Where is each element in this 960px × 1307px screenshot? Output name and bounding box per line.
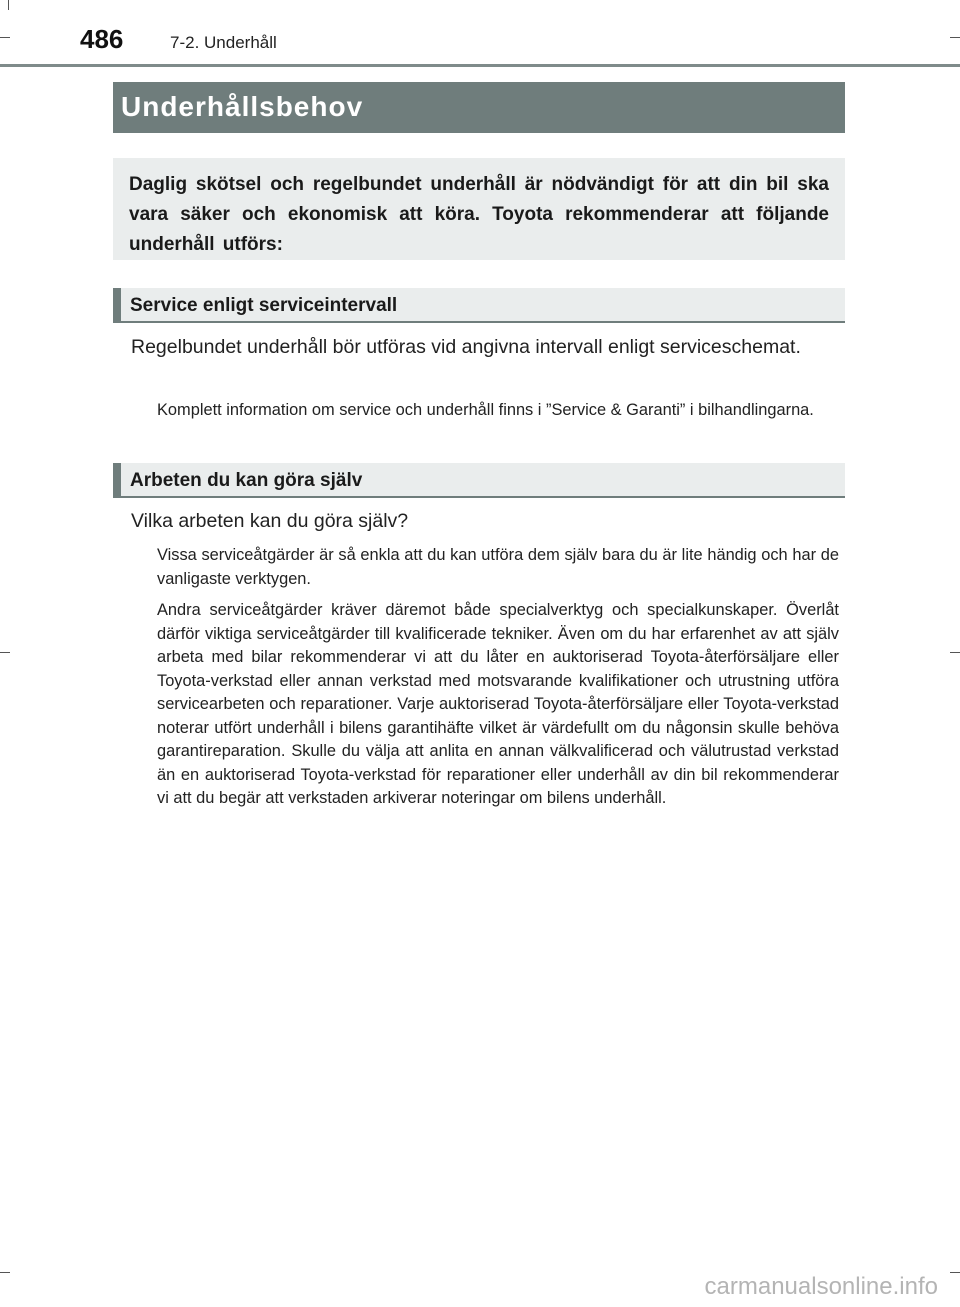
chapter-heading: 7-2. Underhåll — [170, 33, 277, 52]
paragraph: Vissa serviceåtgärder är så enkla att du kan utföra dem själv bara du är lite händig och har de vanligaste verktygen. — [157, 546, 839, 588]
header-rule — [0, 64, 960, 67]
page-number: 486 — [80, 24, 124, 54]
section-lead: Vilka arbeten kan du göra själv? — [131, 510, 409, 532]
crop-mark — [0, 652, 10, 653]
crop-mark — [950, 1272, 960, 1273]
crop-mark — [950, 652, 960, 653]
page-title: Underhållsbehov — [113, 82, 845, 133]
intro-text: Daglig skötsel och regelbundet underhåll är nödvändigt för att din bil ska vara säker och ekonomisk att köra. Toyota rekommenderar att följande underhåll utförs: — [129, 174, 829, 255]
crop-mark — [950, 37, 960, 38]
paragraph: Komplett information om service och underhåll finns i ”Service & Garanti” i bilhandlingarna. — [157, 401, 814, 419]
crop-mark — [0, 37, 10, 38]
section-heading-service-interval: Service enligt serviceintervall — [113, 288, 845, 323]
paragraph: Andra serviceåtgärder kräver däremot både specialverktyg och specialkunskaper. Överlåt därför viktiga serviceåtgärder till kvalificerade tekniker. Även om du har erfarenhet av att själv arbeta med bilar rekommenderar vi att du låter en auktoriserad Toyota-återförsäljare eller Toyota-verkstad eller annan verkstad med motsvarande kvalifikationer och utrustning utföra servicearbeten och reparationer. Varje auktoriserad Toyota-återförsäljare eller Toyota-verkstad noterar utfört underhåll i bilens garantihäfte vilket är värdefullt om du någonsin skulle behöva garantireparation. Skulle du välja att anlita en annan välkvalificerad och välutrustad verkstad än en auktoriserad Toyota-verkstad för reparationer eller underhåll av din bil rekommenderar vi att du begär att verkstaden arkiverar noteringar om bilens underhåll. — [157, 601, 839, 807]
watermark: carmanualsonline.info — [704, 1273, 938, 1300]
section-lead: Regelbundet underhåll bör utföras vid angivna intervall enligt serviceschemat. — [131, 336, 801, 358]
intro-box — [113, 158, 845, 260]
crop-mark — [0, 1272, 10, 1273]
crop-mark — [8, 0, 9, 10]
section-heading-diy: Arbeten du kan göra själv — [113, 463, 845, 498]
